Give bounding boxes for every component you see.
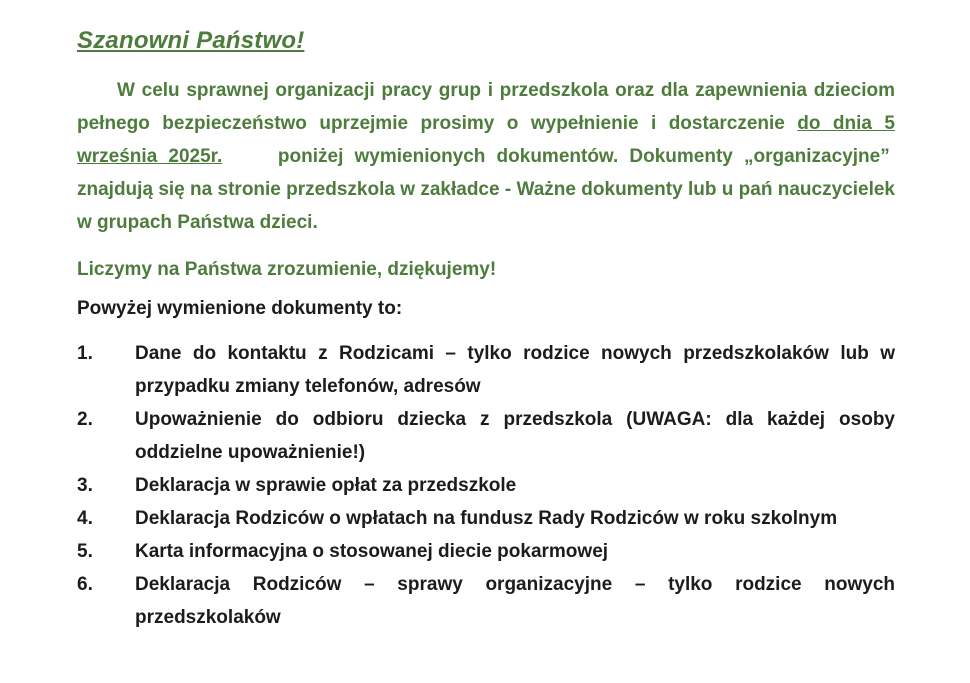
list-item-text: Deklaracja Rodziców o wpłatach na fundusz Rady Rodziców w roku szkolnym — [135, 508, 838, 529]
list-item-text: Dane do kontaktu z Rodzicami – tylko rodzice nowych przedszkolaków lub w przypadku zmiany telefonów, adresów — [135, 343, 895, 397]
intro-text-part-1: W celu sprawnej organizacji pracy grup i przedszkola oraz dla zapewnienia dzieciom pełnego bezpieczeństwo uprzejmie prosimy o wypełnienie i dostarczenie — [77, 80, 895, 134]
list-item — [77, 535, 895, 568]
list-item-number: 6. — [77, 574, 93, 595]
document-title: Szanowni Państwo! — [77, 27, 305, 54]
list-item-text: Deklaracja w sprawie opłat za przedszkole — [135, 475, 517, 496]
list-item-text: Karta informacyjna o stosowanej diecie pokarmowej — [135, 541, 609, 562]
thanks-line: Liczymy na Państwa zrozumienie, dziękujemy! — [77, 259, 497, 280]
list-item-number: 4. — [77, 508, 93, 529]
list-item-number: 5. — [77, 541, 93, 562]
document-content — [77, 26, 895, 634]
list-item-text: Deklaracja Rodziców – sprawy organizacyjne – tylko rodzice nowych przedszkolaków — [135, 574, 895, 628]
list-item — [77, 568, 895, 634]
list-heading: Powyżej wymienione dokumenty to: — [77, 298, 403, 319]
intro-paragraph — [77, 74, 895, 239]
intro-text-part-2: poniżej wymienionych dokumentów. Dokumenty „organizacyjne” znajdują się na stronie przedszkola w zakładce - Ważne dokumenty lub u pań nauczycielek w grupach Państwa dzieci. — [77, 146, 895, 233]
document-list — [77, 337, 895, 634]
list-item — [77, 502, 895, 535]
due-date-underlined-text: do dnia 5 września 2025r. — [77, 113, 895, 167]
list-item — [77, 469, 895, 502]
list-item-number: 2. — [77, 409, 93, 430]
list-item-number: 3. — [77, 475, 93, 496]
list-item-number: 1. — [77, 343, 93, 364]
list-item — [77, 403, 895, 469]
list-item — [77, 337, 895, 403]
list-item-text: Upoważnienie do odbioru dziecka z przedszkola (UWAGA: dla każdej osoby oddzielne upoważnienie!) — [135, 409, 895, 463]
